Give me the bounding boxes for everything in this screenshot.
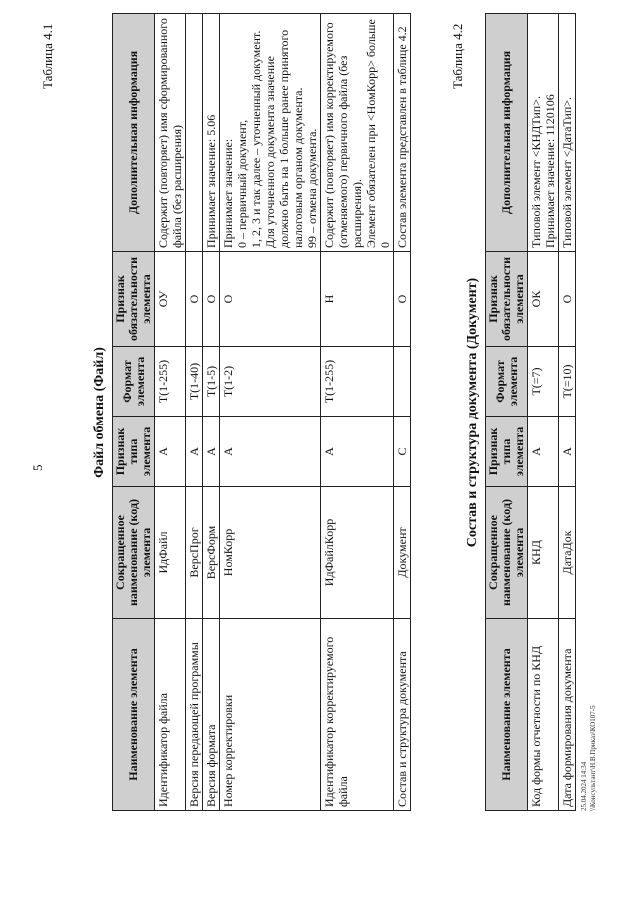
table1-cell-name: Версия передающей программы (186, 619, 203, 811)
table2-title: Состав и структура документа (Документ) (465, 277, 480, 548)
table1-cell-format: Т(1-40) (186, 347, 203, 417)
table1-info-line: Содержит (повторяет) имя корректируемого (отменяемого) первичного файла (без расширения). (322, 22, 364, 248)
table1-header-cell: Наименование элемента (113, 619, 155, 811)
table2-cell-name: Дата формирования документа (559, 619, 576, 811)
table1-cell-format (394, 347, 411, 417)
table2-header-cell: Признак обязательности элемента (486, 252, 528, 347)
table1-cell-info (203, 14, 220, 252)
table2-cell-format: Т(=10) (559, 347, 576, 417)
table1-cell-info (321, 14, 394, 252)
table1-cell-info (186, 14, 203, 252)
table1-cell-req: О (186, 252, 203, 347)
table1-info-line: Принимает значение: 5.06 (204, 114, 218, 248)
table1-caption: Таблица 4.1 (40, 23, 55, 89)
table1-cell-code: ИдФайлКорр (321, 487, 394, 619)
table2-cell-format: Т(=7) (528, 347, 559, 417)
table1-cell-type: А (203, 417, 220, 487)
table1-info-line: Для уточненного документа значение должно быть на 1 больше ранее принятого налоговым органом документа. (263, 29, 305, 248)
table1-cell-req: О (203, 252, 220, 347)
table1-info-line: Принимает значение: (221, 138, 235, 248)
table1-header-cell: Признак обязательности элемента (113, 252, 155, 347)
table2-cell-req: О (559, 252, 576, 347)
table2-info-line: Типовой элемент <КНДТип>. (529, 96, 543, 248)
table2-row (559, 14, 576, 811)
table1-info-line: 1, 2, 3 и так далее – уточненный документ. (249, 30, 263, 248)
table1-cell-name: Версия формата (203, 619, 220, 811)
table2-row (528, 14, 559, 811)
table1-cell-req: Н (321, 252, 394, 347)
table2-header-cell: Наименование элемента (486, 619, 528, 811)
table1-cell-code: НомКорр (220, 487, 321, 619)
table1-cell-format: Т(1-5) (203, 347, 220, 417)
table1-cell-name: Состав и структура документа (394, 619, 411, 811)
table2-header-cell: Сокращенное наименование (код) элемента (486, 487, 528, 619)
table1-cell-req: О (220, 252, 321, 347)
table1-cell-info (394, 14, 411, 252)
table1-cell-code: ВерсПрог (186, 487, 203, 619)
table1-info-line: Элемент обязателен при <НомКорр> больше 0 (364, 19, 392, 248)
table1-header-cell: Сокращенное наименование (код) элемента (113, 487, 155, 619)
table1-cell-type: А (220, 417, 321, 487)
table1-row (155, 14, 186, 811)
table2-cell-name: Код формы отчетности по КНД (528, 619, 559, 811)
table2-cell-info (559, 14, 576, 252)
table1-cell-code: Документ (394, 487, 411, 619)
table1-info-line: Состав элемента представлен в таблице 4.2 (395, 26, 409, 248)
table1-cell-format: Т(1-2) (220, 347, 321, 417)
table1-row (220, 14, 321, 811)
table2 (485, 13, 576, 811)
table1-title: Файл обмена (Файл) (92, 347, 107, 478)
table1-cell-code: ВерсФорм (203, 487, 220, 619)
table1-header-row (113, 14, 155, 811)
table1-cell-name: Идентификатор корректируемого файла (321, 619, 394, 811)
table1-row (321, 14, 394, 811)
table1-cell-info (155, 14, 186, 252)
table1-header-cell: Формат элемента (113, 347, 155, 417)
table1-cell-format: Т(1-255) (155, 347, 186, 417)
table1-header-cell: Дополнительная информация (113, 14, 155, 252)
table1-cell-format: Т(1-255) (321, 347, 394, 417)
table1-cell-code: ИдФайл (155, 487, 186, 619)
table2-cell-type: А (528, 417, 559, 487)
table1-cell-req: ОУ (155, 252, 186, 347)
table1-row (394, 14, 411, 811)
footer-path: \\Консультант\Н.В.Приказ\КО107-5 (589, 705, 597, 811)
table1-cell-type: А (155, 417, 186, 487)
table1-cell-info (220, 14, 321, 252)
table2-info-line: Типовой элемент <ДатаТип>. (560, 96, 574, 248)
page-number: 5 (30, 464, 45, 471)
table1-info-line: 0 – первичный документ, (235, 119, 249, 248)
table1 (112, 13, 411, 811)
table1-header-cell: Признак типа элемента (113, 417, 155, 487)
table2-header-cell: Дополнительная информация (486, 14, 528, 252)
table2-header-cell: Формат элемента (486, 347, 528, 417)
table1-row (186, 14, 203, 811)
table1-cell-type: А (321, 417, 394, 487)
table1-cell-name: Номер корректировки (220, 619, 321, 811)
table1-cell-name: Идентификатор файла (155, 619, 186, 811)
table2-header-row (486, 14, 528, 811)
table2-header-cell: Признак типа элемента (486, 417, 528, 487)
footer-date: 25.04.2024 14:34 (580, 761, 588, 811)
table2-info-line: Принимает значение: 1120106 (543, 94, 557, 248)
table1-cell-type: А (186, 417, 203, 487)
table2-cell-code: КНД (528, 487, 559, 619)
table1-row (203, 14, 220, 811)
table1-cell-type: С (394, 417, 411, 487)
table2-cell-type: А (559, 417, 576, 487)
table1-cell-req: О (394, 252, 411, 347)
table1-info-line: 99 – отмена документа. (305, 128, 319, 248)
table2-caption: Таблица 4.2 (450, 23, 465, 89)
table1-info-line: Содержит (повторяет) имя сформированного файла (без расширения) (156, 18, 184, 248)
table2-cell-info (528, 14, 559, 252)
table2-cell-code: ДатаДок (559, 487, 576, 619)
table2-cell-req: ОК (528, 252, 559, 347)
footer-stamp (580, 705, 598, 811)
